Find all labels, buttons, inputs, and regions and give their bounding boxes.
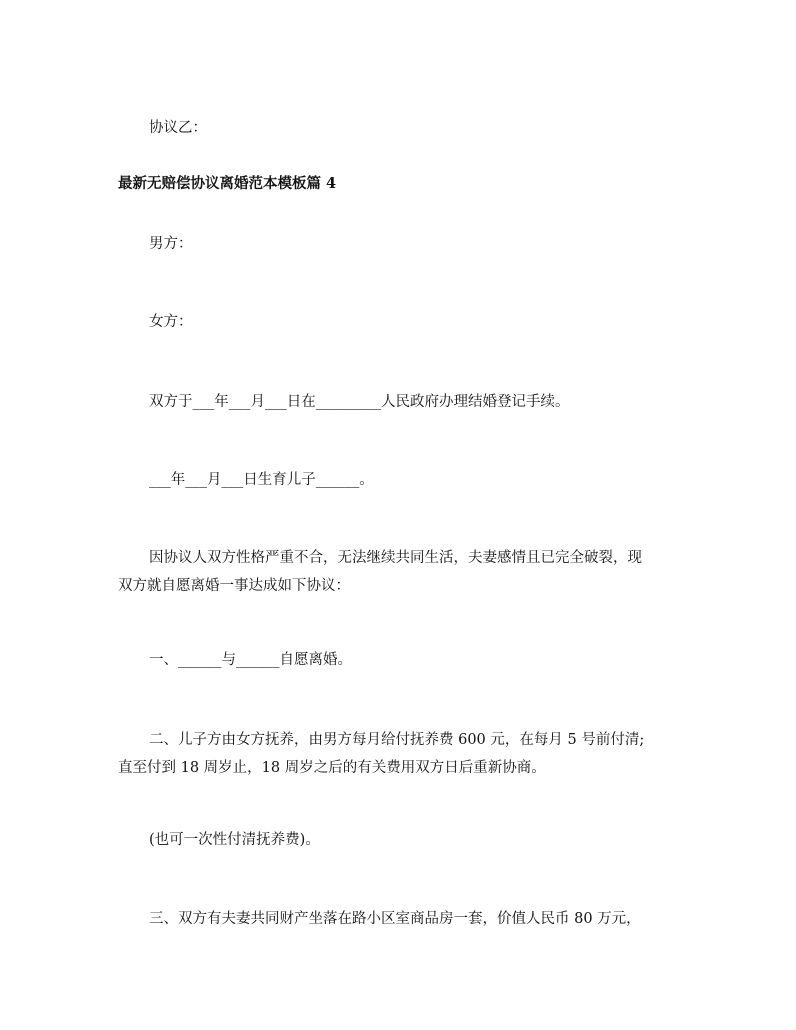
clause-two-note: (也可一次性付清抚养费)。 <box>149 832 320 848</box>
marriage-registration-line: 双方于___年___月___日在_________人民政府办理结婚登记手续。 <box>149 394 570 410</box>
agreement-reason-line-2: 双方就自愿离婚一事达成如下协议： <box>118 578 350 594</box>
clause-two-line-1: 二、儿子方由女方抚养，由男方每月给付抚养费 600 元，在每月 5 号前付清; <box>149 732 645 748</box>
agreement-reason-line-1: 因协议人双方性格严重不合，无法继续共同生活，夫妻感情且已完全破裂，现 <box>149 550 642 566</box>
male-party-label: 男方： <box>149 236 193 252</box>
clause-three-line-1: 三、双方有夫妻共同财产坐落在路小区室商品房一套，价值人民币 80 万元， <box>149 911 641 927</box>
section-heading: 最新无赔偿协议离婚范本模板篇 4 <box>118 175 337 192</box>
female-party-label: 女方： <box>149 314 193 330</box>
clause-one: 一、______与______自愿离婚。 <box>149 652 352 668</box>
child-birth-line: ___年___月___日生育儿子______。 <box>149 472 374 488</box>
party-b-label: 协议乙： <box>149 120 207 136</box>
clause-two-line-2: 直至付到 18 周岁止，18 周岁之后的有关费用双方日后重新协商。 <box>118 760 546 776</box>
